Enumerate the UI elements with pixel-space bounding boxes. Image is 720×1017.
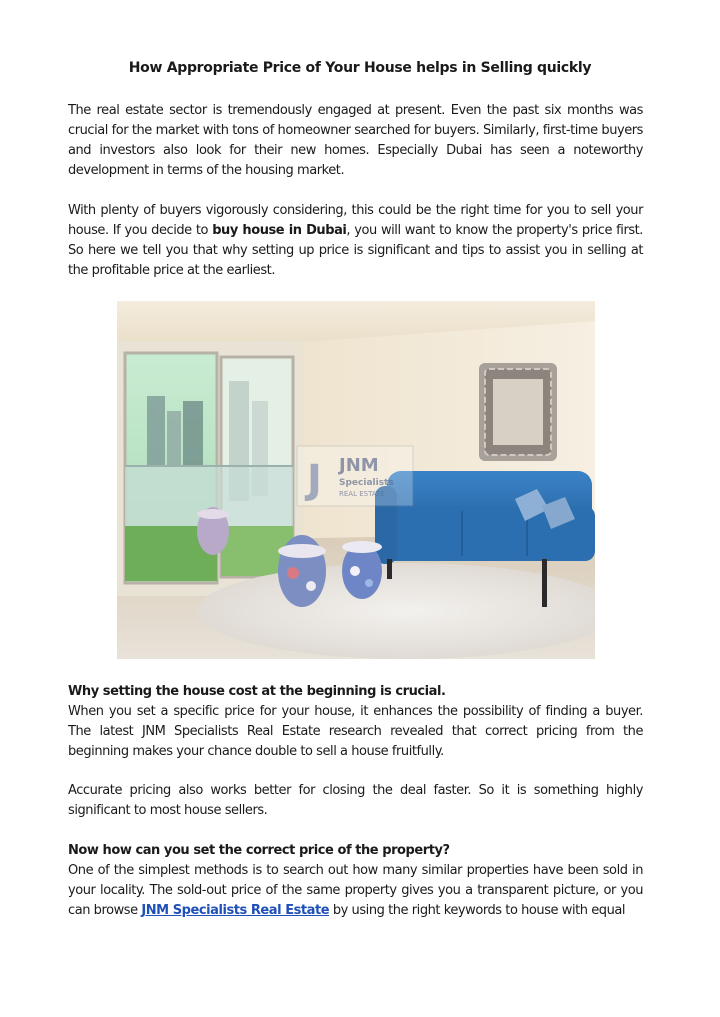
intro-paragraph: The real estate sector is tremendously engaged at present. Even the past six months was crucial for the market with tons of homeowner searched for buyers. Similarly, first-time buyers and investors also look for their new homes. Especially Dubai has seen a noteworthy development in terms of the housing market. xyxy=(68,103,643,178)
jnm-logo-watermark xyxy=(297,446,413,506)
stool-left xyxy=(278,535,326,607)
accurate-pricing-paragraph: Accurate pricing also works better for closing the deal faster. So it is something highly significant to most house sellers. xyxy=(68,783,643,818)
second-paragraph xyxy=(68,201,643,281)
section-why-heading: Why setting the house cost at the beginning is crucial. xyxy=(68,684,446,699)
buy-house-dubai-bold: buy house in Dubai xyxy=(212,223,347,238)
section-how-text-after: by using the right keywords to house with equal xyxy=(329,903,626,918)
section-how-text-before: One of the simplest methods is to search out how many similar properties have been sold in your locality. The sold-out price of the same property gives you a transparent picture, or you can browse xyxy=(68,863,643,918)
section-how-price xyxy=(68,841,643,921)
logo-mark: J xyxy=(307,457,322,503)
living-room-photo xyxy=(117,301,595,659)
logo-sub: Specialists xyxy=(339,478,394,488)
section-why-text: When you set a specific price for your house, it enhances the possibility of finding a buyer. The latest JNM Specialists Real Estate research revealed that correct pricing from the beginning makes your chance double to sell a house fruitfully. xyxy=(68,704,643,759)
logo-tag: REAL ESTATE xyxy=(339,490,385,498)
stool-right xyxy=(342,541,382,599)
section-how-heading: Now how can you set the correct price of the property? xyxy=(68,843,450,858)
logo-name: JNM xyxy=(339,455,379,476)
section-why-price xyxy=(68,682,643,762)
document-title: How Appropriate Price of Your House helps in Selling quickly xyxy=(128,60,592,76)
paragraph2-text-before: With plenty of buyers vigorously considering, this could be the right time for you to sell your house. If you decide to xyxy=(68,203,643,238)
jnm-specialists-link[interactable]: JNM Specialists Real Estate xyxy=(141,903,330,918)
paragraph2-text-after: , you will want to know the property's price first. So here we tell you that why setting up price is significant and tips to assist you in selling at the profitable price at the earliest. xyxy=(68,223,643,278)
